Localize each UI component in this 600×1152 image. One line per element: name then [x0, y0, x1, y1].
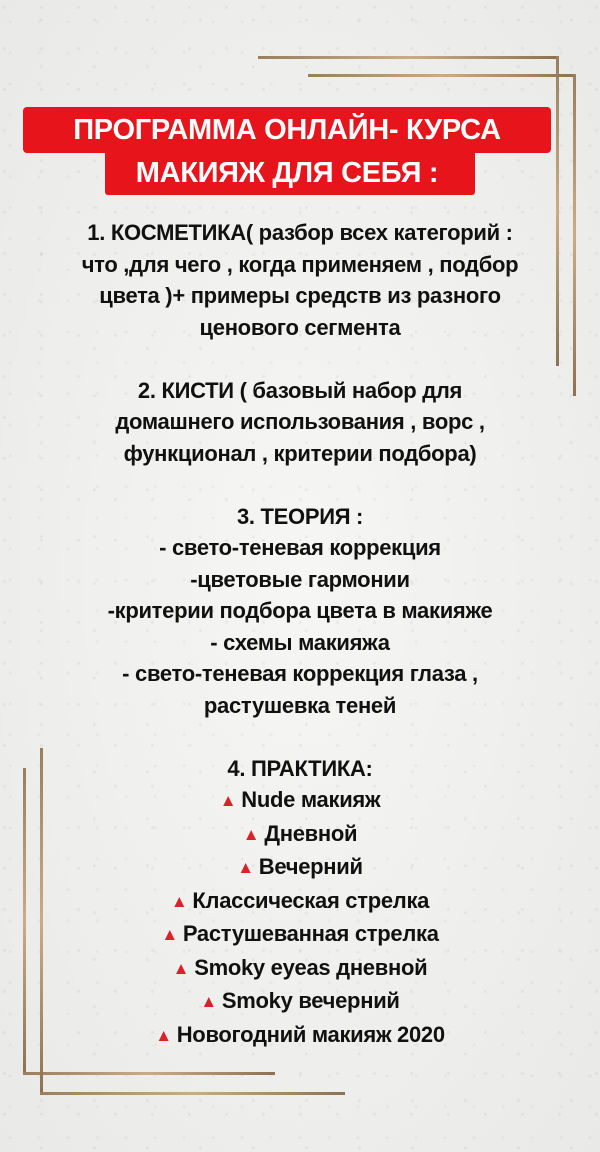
section-text-line: ценового сегмента: [199, 314, 401, 340]
section-text-line: растушевка теней: [203, 692, 397, 718]
red-triangle-icon: ▲: [155, 1025, 172, 1045]
section-text-line: - свето-теневая коррекция глаза ,: [122, 661, 478, 686]
practice-item: [20, 985, 580, 1019]
section-text-line: 2. КИСТИ ( базовый набор для: [137, 377, 463, 403]
practice-item-label: Классическая стрелка: [192, 887, 430, 913]
red-triangle-icon: ▲: [200, 992, 217, 1011]
practice-item: [20, 784, 580, 818]
course-title: [23, 107, 551, 197]
section-text-line: -цветовые гармонии: [190, 566, 410, 592]
title-line-2: МАКИЯЖ ДЛЯ СЕБЯ :: [135, 157, 439, 189]
practice-item-label: Новогодний макияж 2020: [176, 1021, 445, 1047]
section-theory: [20, 501, 580, 722]
practice-item: [20, 818, 580, 852]
practice-item: [20, 851, 580, 885]
section-text-line: - схемы макияжа: [210, 629, 390, 655]
red-triangle-icon: ▲: [170, 891, 188, 911]
section-text-line: что ,для чего , когда применяем , подбор: [81, 251, 519, 277]
practice-item-label: Nude макияж: [241, 787, 381, 812]
red-triangle-icon: ▲: [237, 858, 254, 877]
practice-item: [20, 918, 580, 952]
title-line-1: ПРОГРАММА ОНЛАЙН- КУРСА: [73, 114, 501, 146]
section-text-line: 1. КОСМЕТИКА( разбор всех категорий :: [87, 220, 513, 245]
section-heading: 4. ПРАКТИКА:: [227, 755, 373, 781]
practice-item: [20, 952, 580, 986]
gold-frame-line: [23, 1072, 275, 1075]
gold-frame-line: [40, 1092, 345, 1095]
section-text-line: домашнего использования , ворс ,: [115, 409, 485, 434]
red-triangle-icon: ▲: [161, 925, 178, 944]
practice-item-label: Smoky вечерний: [221, 988, 400, 1013]
practice-item: [20, 885, 580, 919]
gold-frame-line: [308, 74, 576, 77]
practice-item-label: Smoky eyeas дневной: [194, 954, 428, 980]
practice-item-label: Дневной: [264, 820, 358, 846]
section-text-line: -критерии подбора цвета в макияже: [107, 598, 493, 623]
red-triangle-icon: ▲: [219, 791, 237, 810]
section-text-line: цвета )+ примеры средств из разного: [99, 283, 501, 308]
section-text-line: функционал , критерии подбора): [123, 440, 477, 466]
section-cosmetics: [20, 217, 580, 343]
section-text-line: - свето-теневая коррекция: [159, 535, 441, 560]
practice-item: [20, 1019, 580, 1053]
course-program: [20, 217, 580, 1052]
section-practice: [20, 753, 580, 1053]
practice-item-label: Растушеванная стрелка: [182, 921, 439, 946]
section-brushes: [20, 375, 580, 470]
red-triangle-icon: ▲: [172, 958, 190, 978]
practice-item-label: Вечерний: [258, 854, 363, 879]
gold-frame-line: [258, 56, 558, 59]
red-triangle-icon: ▲: [242, 824, 260, 844]
section-heading: 3. ТЕОРИЯ :: [236, 503, 364, 529]
